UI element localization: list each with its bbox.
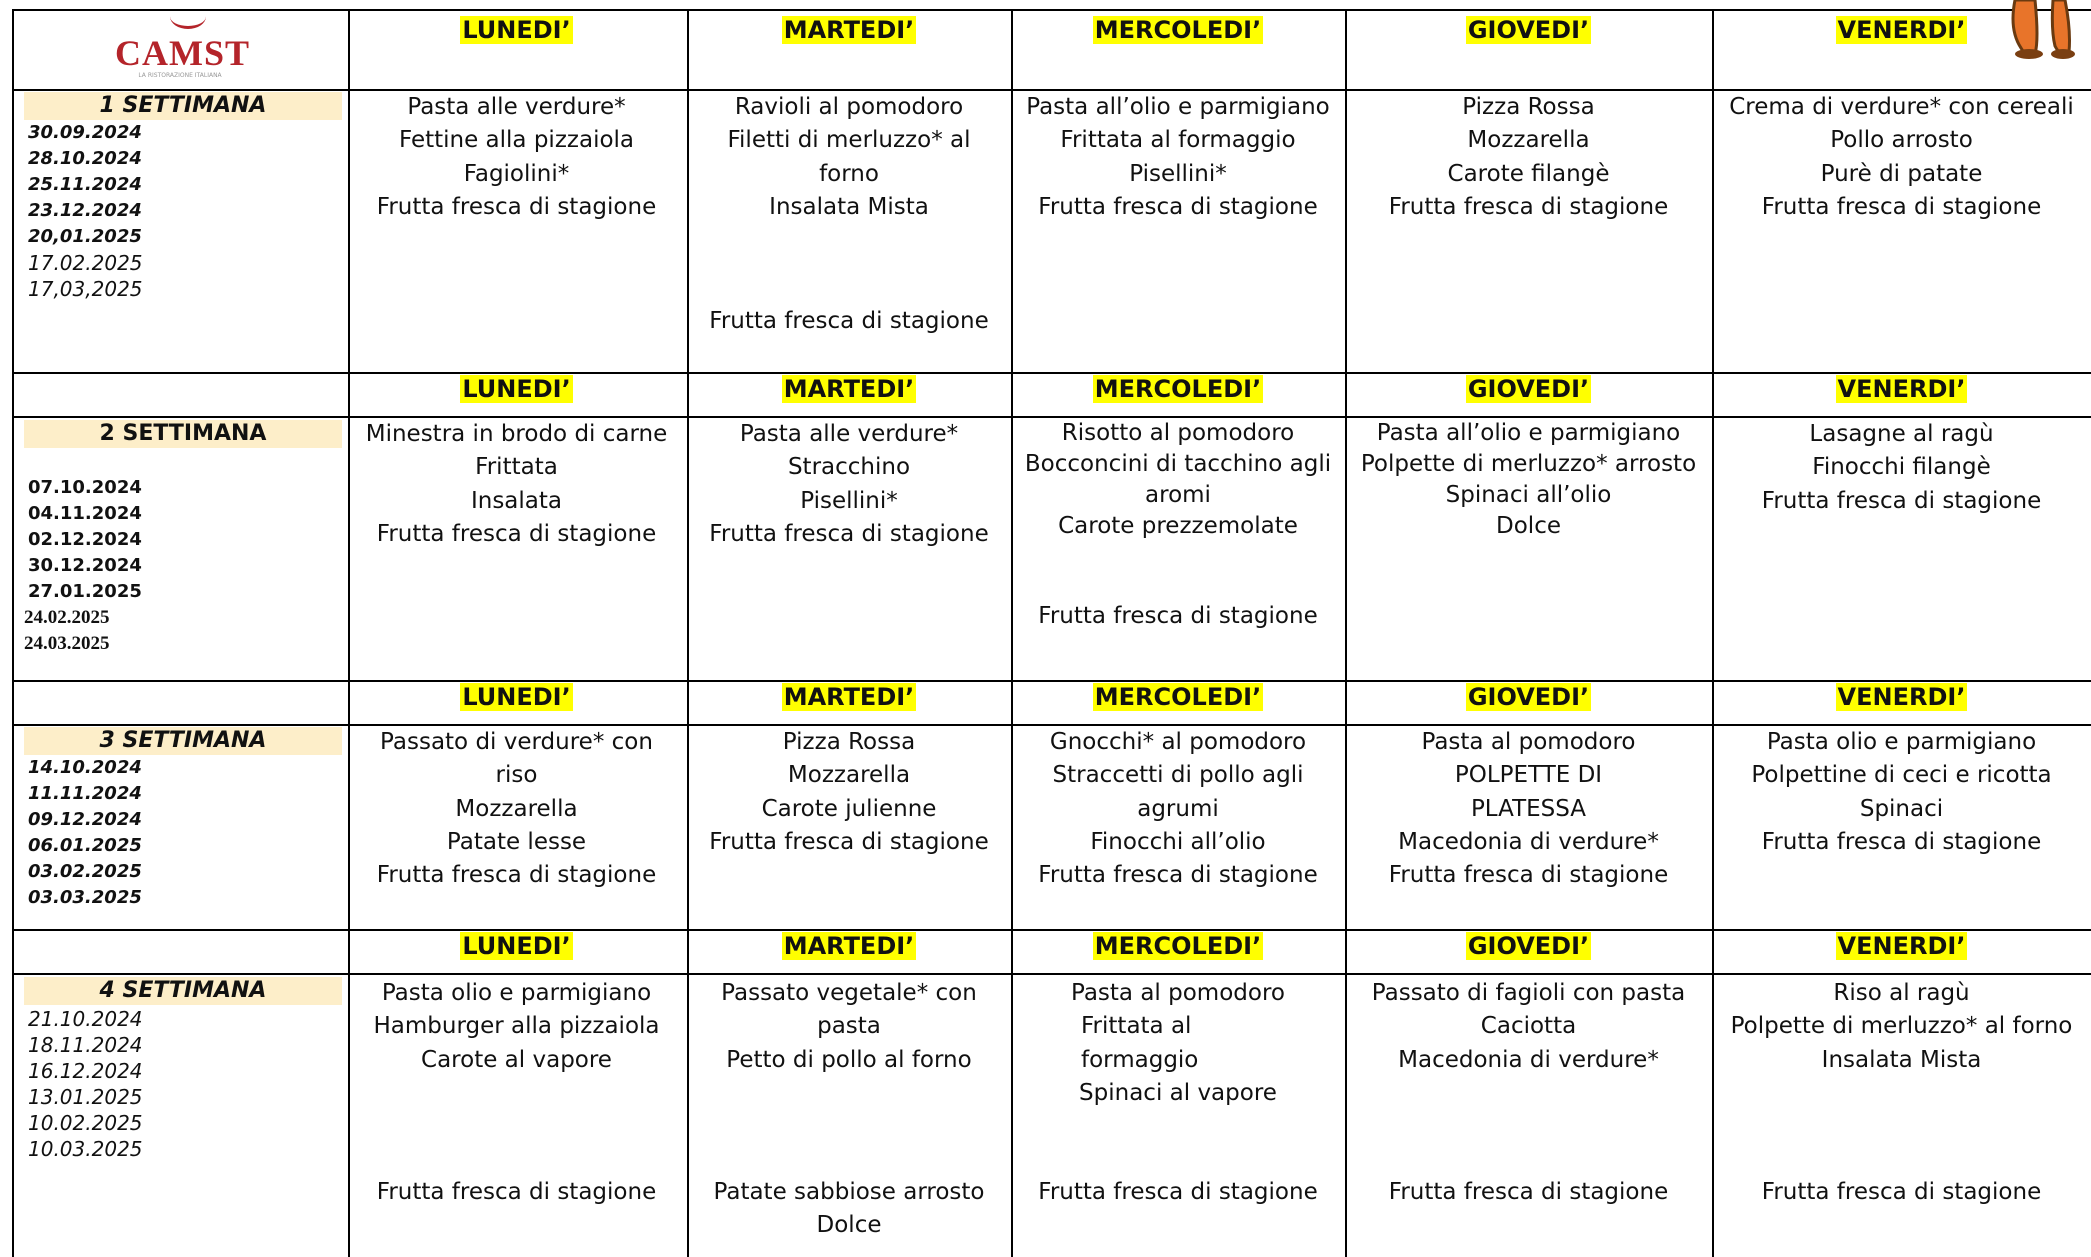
week-label: 4 SETTIMANA bbox=[24, 977, 342, 1005]
dish: Bocconcini di tacchino agli bbox=[1024, 451, 1332, 477]
dish: Pasta all’olio e parmigiano bbox=[1376, 420, 1681, 446]
day-header-monday: LUNEDI’ bbox=[462, 375, 571, 403]
camst-logo bbox=[115, 4, 251, 82]
dish: Pollo arrosto bbox=[1830, 127, 1973, 154]
dish: Frutta fresca di stagione bbox=[709, 828, 989, 855]
dish: Finocchi filangè bbox=[1812, 454, 1991, 481]
date: 24.03.2025 bbox=[24, 633, 110, 654]
dish: Frutta fresca di stagione bbox=[1388, 193, 1669, 220]
day-header-thursday: GIOVEDI’ bbox=[1467, 16, 1590, 44]
menu-cell-thursday bbox=[1345, 418, 1712, 542]
row-divider bbox=[14, 372, 2091, 374]
dish: Pasta all’olio e parmigiano bbox=[1026, 94, 1330, 120]
dish: Patate sabbiose arrosto bbox=[713, 1178, 985, 1205]
dish: riso bbox=[495, 762, 538, 789]
dish: Frutta fresca di stagione bbox=[709, 520, 989, 547]
dish: Frutta fresca di stagione bbox=[376, 1178, 657, 1205]
dish: Mozzarella bbox=[787, 762, 911, 789]
dish: Insalata bbox=[470, 487, 563, 514]
day-header-tuesday: MARTEDI’ bbox=[783, 683, 915, 711]
dish: Mozzarella bbox=[1467, 127, 1590, 154]
dish: Frutta fresca di stagione bbox=[1038, 193, 1318, 220]
date: 03.02.2025 bbox=[28, 861, 142, 882]
day-header-friday: VENERDI’ bbox=[1837, 16, 1966, 44]
dish: Polpette di merluzzo* arrosto bbox=[1360, 451, 1697, 477]
week-dates bbox=[28, 1006, 143, 1162]
dish: Passato vegetale* con bbox=[721, 980, 977, 1006]
week-label: 3 SETTIMANA bbox=[24, 727, 342, 755]
dish: Passato di verdure* con bbox=[380, 729, 653, 755]
dish: Macedonia di verdure* bbox=[1398, 1046, 1659, 1073]
dish: Risotto al pomodoro bbox=[1061, 420, 1295, 446]
date: 25.11.2024 bbox=[28, 174, 142, 195]
dish: Pasta al pomodoro bbox=[1071, 980, 1285, 1006]
date: 10.02.2025 bbox=[28, 1111, 143, 1135]
week-dates bbox=[24, 475, 142, 657]
spacer bbox=[687, 257, 1011, 290]
dish: agrumi bbox=[1137, 795, 1219, 822]
dish: Ravioli al pomodoro bbox=[734, 94, 964, 120]
menu-cell-tuesday bbox=[687, 418, 1011, 551]
day-header-wednesday: MERCOLEDI’ bbox=[1094, 932, 1262, 960]
date: 03.03.2025 bbox=[28, 887, 142, 908]
date: 18.11.2024 bbox=[28, 1033, 143, 1057]
menu-cell-wednesday bbox=[1011, 91, 1345, 224]
logo-brand: CAMST bbox=[115, 33, 251, 73]
dish: Riso al ragù bbox=[1833, 980, 1970, 1006]
date: 11.11.2024 bbox=[28, 783, 142, 804]
day-header-tuesday: MARTEDI’ bbox=[783, 932, 915, 960]
menu-cell-thursday bbox=[1345, 977, 1712, 1209]
dish: Finocchi all’olio bbox=[1090, 828, 1266, 855]
date: 20,01.2025 bbox=[28, 226, 142, 247]
dish: Crema di verdure* con cereali bbox=[1729, 94, 2074, 120]
date: 28.10.2024 bbox=[28, 148, 142, 169]
date: 17,03,2025 bbox=[28, 277, 143, 301]
menu-cell-thursday bbox=[1345, 726, 1712, 892]
week-dates bbox=[28, 755, 142, 911]
menu-cell-monday bbox=[348, 726, 685, 892]
date: 24.02.2025 bbox=[24, 607, 110, 628]
dish: Stracchino bbox=[787, 454, 911, 481]
day-header-wednesday: MERCOLEDI’ bbox=[1094, 16, 1262, 44]
day-header-friday: VENERDI’ bbox=[1837, 932, 1966, 960]
dish: Pizza Rossa bbox=[1462, 94, 1595, 120]
date: 30.09.2024 bbox=[28, 122, 142, 143]
spacer bbox=[687, 224, 1011, 257]
date: 14.10.2024 bbox=[28, 757, 142, 778]
date: 23.12.2024 bbox=[28, 200, 142, 221]
dish: Pisellini* bbox=[1129, 160, 1227, 187]
dish: Macedonia di verdure* bbox=[1398, 828, 1659, 855]
menu-cell-wednesday bbox=[1011, 418, 1345, 632]
day-header-friday: VENERDI’ bbox=[1837, 375, 1966, 403]
dish: PLATESSA bbox=[1470, 795, 1587, 822]
dish: Dolce bbox=[1496, 513, 1561, 539]
dish: Polpette di merluzzo* al forno bbox=[1730, 1013, 2073, 1040]
dish: Patate lesse bbox=[446, 828, 587, 855]
dish: Pasta alle verdure* bbox=[407, 94, 626, 120]
dish: Frutta fresca di stagione bbox=[376, 520, 657, 547]
menu-cell-tuesday bbox=[687, 726, 1011, 859]
dish: Petto di pollo al forno bbox=[726, 1046, 972, 1073]
row-divider bbox=[14, 929, 2091, 931]
dish: Frutta fresca di stagione bbox=[376, 862, 657, 889]
dish: Frutta fresca di stagione bbox=[709, 308, 989, 335]
day-header-thursday: GIOVEDI’ bbox=[1467, 683, 1590, 711]
day-header-monday: LUNEDI’ bbox=[462, 683, 571, 711]
dish: Insalata Mista bbox=[769, 193, 929, 220]
logo-arc-icon bbox=[170, 4, 206, 29]
dish: Hamburger alla pizzaiola bbox=[373, 1013, 660, 1040]
menu-cell-thursday bbox=[1345, 91, 1712, 224]
dish: Frutta fresca di stagione bbox=[1761, 828, 2042, 855]
dish: Spinaci bbox=[1859, 795, 1944, 822]
dish: formaggio bbox=[1081, 1046, 1199, 1073]
day-header-tuesday: MARTEDI’ bbox=[783, 16, 915, 44]
dish: Purè di patate bbox=[1820, 160, 1983, 187]
dish: Frutta fresca di stagione bbox=[1761, 487, 2042, 514]
dish: Straccetti di pollo agli bbox=[1052, 762, 1304, 789]
dish: Fagiolini* bbox=[463, 160, 570, 187]
dish: Fettine alla pizzaiola bbox=[398, 127, 635, 154]
day-header-monday: LUNEDI’ bbox=[462, 932, 571, 960]
menu-cell-friday bbox=[1712, 91, 2091, 224]
dish: pasta bbox=[817, 1013, 881, 1040]
day-header-wednesday: MERCOLEDI’ bbox=[1094, 375, 1262, 403]
date: 13.01.2025 bbox=[28, 1085, 143, 1109]
dish: Frittata al formaggio bbox=[1060, 127, 1296, 154]
dish: Minestra in brodo di carne bbox=[365, 421, 668, 447]
day-header-thursday: GIOVEDI’ bbox=[1467, 932, 1590, 960]
dish: Pisellini* bbox=[800, 487, 898, 514]
dish: Pasta olio e parmigiano bbox=[381, 980, 652, 1006]
dish: Frutta fresca di stagione bbox=[1761, 193, 2042, 220]
dish: Pizza Rossa bbox=[782, 729, 916, 755]
dish: aromi bbox=[1145, 482, 1211, 508]
menu-cell-wednesday bbox=[1011, 977, 1345, 1209]
dish: Carote filangè bbox=[1447, 160, 1610, 187]
dish: Polpettine di ceci e ricotta bbox=[1751, 762, 2052, 789]
dish: Frutta fresca di stagione bbox=[1038, 1179, 1318, 1206]
menu-cell-tuesday bbox=[687, 91, 1011, 338]
day-header-thursday: GIOVEDI’ bbox=[1467, 375, 1590, 403]
date: 21.10.2024 bbox=[28, 1007, 143, 1031]
dish: Mozzarella bbox=[455, 795, 578, 822]
dish: Pasta al pomodoro bbox=[1421, 729, 1636, 755]
date: 04.11.2024 bbox=[28, 503, 142, 524]
row-divider bbox=[14, 680, 2091, 682]
date: 06.01.2025 bbox=[28, 835, 142, 856]
dish: Passato di fagioli con pasta bbox=[1371, 980, 1686, 1006]
dish: Frutta fresca di stagione bbox=[1761, 1178, 2042, 1205]
menu-cell-monday bbox=[348, 418, 685, 551]
dish: Gnocchi* al pomodoro bbox=[1049, 729, 1307, 755]
dish: Caciotta bbox=[1480, 1013, 1577, 1040]
date: 17.02.2025 bbox=[28, 251, 143, 275]
date: 27.01.2025 bbox=[28, 581, 142, 602]
date: 09.12.2024 bbox=[28, 809, 142, 830]
dish: Pasta olio e parmigiano bbox=[1766, 729, 2037, 755]
dish: Carote julienne bbox=[761, 795, 937, 822]
menu-cell-monday bbox=[348, 977, 685, 1209]
dish: Frutta fresca di stagione bbox=[1038, 862, 1318, 889]
week-label: 2 SETTIMANA bbox=[24, 420, 342, 448]
logo-tagline: LA RISTORAZIONE ITALIANA bbox=[138, 72, 222, 79]
menu-cell-friday bbox=[1712, 418, 2091, 518]
menu-cell-wednesday bbox=[1011, 726, 1345, 892]
dish: Carote prezzemolate bbox=[1058, 513, 1298, 539]
dish: Frittata bbox=[475, 454, 558, 481]
week-dates bbox=[28, 120, 143, 302]
dish: Lasagne al ragù bbox=[1809, 421, 1994, 447]
date: 16.12.2024 bbox=[28, 1059, 143, 1083]
dish: Filetti di merluzzo* al bbox=[727, 127, 971, 154]
dish: Carote al vapore bbox=[421, 1046, 612, 1073]
dish: Frittata al bbox=[1081, 1013, 1192, 1040]
date: 30.12.2024 bbox=[28, 555, 142, 576]
dish: Frutta fresca di stagione bbox=[1388, 862, 1669, 889]
date: 07.10.2024 bbox=[28, 477, 142, 498]
day-header-monday: LUNEDI’ bbox=[462, 16, 571, 44]
menu-cell-tuesday bbox=[687, 977, 1011, 1242]
week-label: 1 SETTIMANA bbox=[24, 92, 342, 120]
day-header-wednesday: MERCOLEDI’ bbox=[1094, 683, 1262, 711]
date: 02.12.2024 bbox=[28, 529, 142, 550]
date: 10.03.2025 bbox=[28, 1137, 143, 1161]
dish: Spinaci all’olio bbox=[1445, 482, 1612, 508]
menu-cell-monday bbox=[348, 91, 685, 224]
dish: Frutta fresca di stagione bbox=[1038, 603, 1318, 629]
day-header-friday: VENERDI’ bbox=[1837, 683, 1966, 711]
menu-cell-friday bbox=[1712, 726, 2091, 859]
dish: Frutta fresca di stagione bbox=[376, 193, 657, 220]
menu-cell-friday bbox=[1712, 977, 2091, 1209]
dish: forno bbox=[819, 160, 879, 187]
day-header-tuesday: MARTEDI’ bbox=[783, 375, 915, 403]
row-divider bbox=[14, 973, 2091, 975]
dish: Frutta fresca di stagione bbox=[1388, 1178, 1669, 1205]
dish: Insalata Mista bbox=[1821, 1046, 1982, 1073]
dish: POLPETTE DI bbox=[1454, 762, 1603, 789]
dish: Dolce bbox=[816, 1212, 882, 1239]
dish: Pasta alle verdure* bbox=[739, 421, 959, 447]
dish: Spinaci al vapore bbox=[1079, 1079, 1277, 1106]
